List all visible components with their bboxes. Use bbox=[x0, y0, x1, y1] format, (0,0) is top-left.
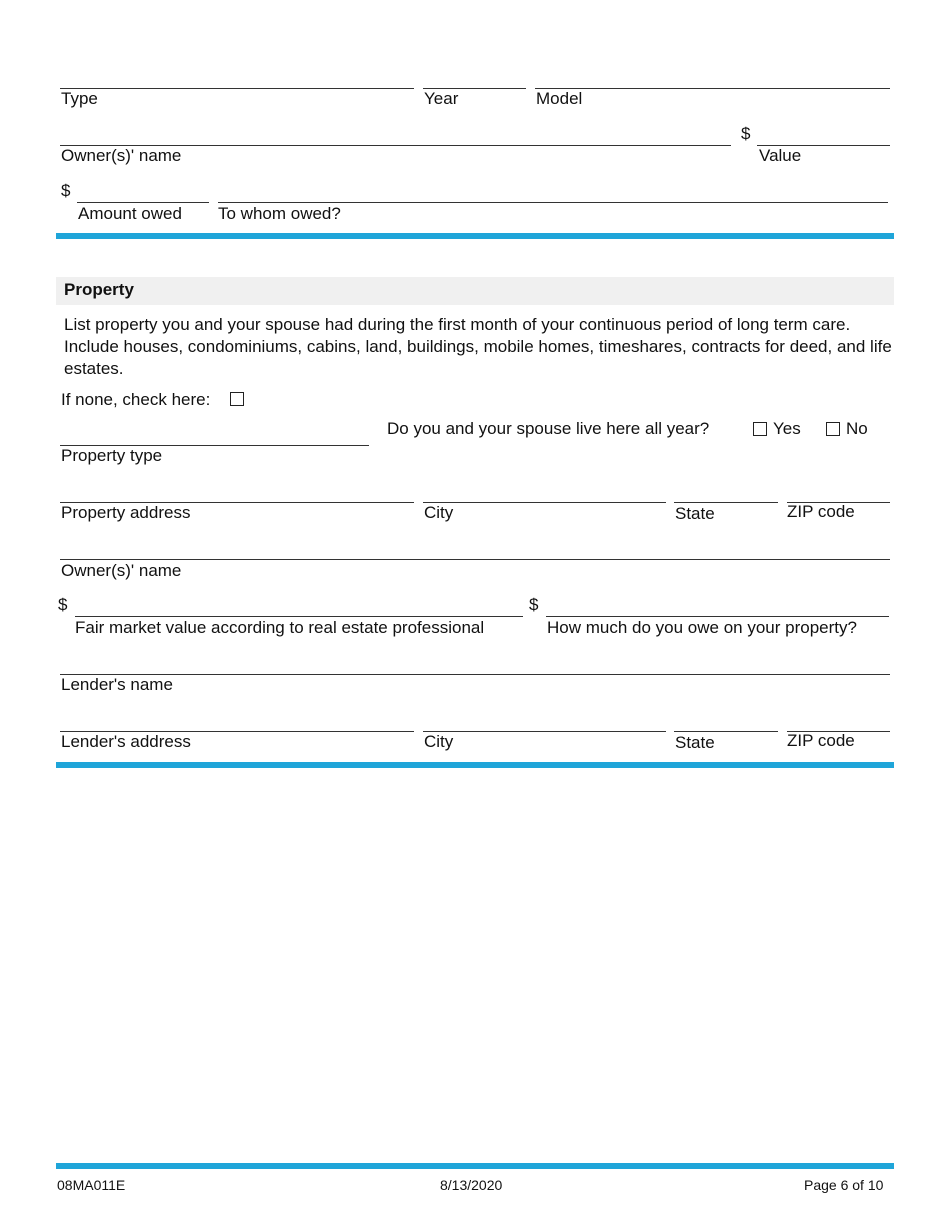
lender-zip-label: ZIP code bbox=[787, 731, 855, 750]
amount-owe-label: How much do you owe on your property? bbox=[547, 618, 857, 637]
value-currency-sign: $ bbox=[741, 124, 751, 143]
property-section-header bbox=[56, 277, 894, 305]
section-divider bbox=[56, 233, 894, 239]
live-here-yes-label: Yes bbox=[773, 419, 801, 438]
section-divider bbox=[56, 762, 894, 768]
none-checkbox[interactable] bbox=[230, 392, 244, 406]
property-address-label: Property address bbox=[61, 503, 191, 522]
property-section-title: Property bbox=[64, 280, 134, 299]
property-owners-field[interactable] bbox=[60, 559, 890, 560]
live-here-question: Do you and your spouse live here all year? bbox=[387, 419, 710, 438]
property-city-field[interactable] bbox=[423, 502, 666, 503]
live-here-no-label: No bbox=[846, 419, 868, 438]
footer-divider bbox=[56, 1163, 894, 1169]
footer-page-number: Page 6 of 10 bbox=[804, 1177, 884, 1193]
lender-state-field[interactable] bbox=[674, 731, 778, 732]
vehicle-owners-label: Owner(s)' name bbox=[61, 146, 182, 165]
live-here-yes-checkbox[interactable] bbox=[753, 422, 767, 436]
amount-owed-label: Amount owed bbox=[78, 204, 182, 223]
model-field[interactable] bbox=[535, 88, 890, 89]
lender-city-label: City bbox=[424, 732, 454, 751]
owe-currency-sign: $ bbox=[529, 595, 539, 614]
property-instructions: List property you and your spouse had during the first month of your continuous period of long term care. Include houses, condominiums, cabins, land, buildings, mobile homes, timeshares, contracts for deed, and life estates. bbox=[64, 315, 892, 378]
property-owners-label: Owner(s)' name bbox=[61, 561, 182, 580]
none-check-label: If none, check here: bbox=[61, 390, 211, 409]
fair-market-value-field[interactable] bbox=[75, 616, 523, 617]
value-label: Value bbox=[759, 146, 802, 165]
amount-owed-field[interactable] bbox=[77, 202, 209, 203]
type-label: Type bbox=[61, 89, 98, 108]
property-city-label: City bbox=[424, 503, 454, 522]
year-label: Year bbox=[424, 89, 459, 108]
property-state-label: State bbox=[675, 504, 715, 523]
amount-owe-field[interactable] bbox=[546, 616, 889, 617]
live-here-no-checkbox[interactable] bbox=[826, 422, 840, 436]
lender-address-label: Lender's address bbox=[61, 732, 191, 751]
lender-name-field[interactable] bbox=[60, 674, 890, 675]
footer-form-id: 08MA011E bbox=[57, 1177, 126, 1193]
type-field[interactable] bbox=[60, 88, 414, 89]
to-whom-owed-label: To whom owed? bbox=[218, 204, 341, 223]
to-whom-owed-field[interactable] bbox=[218, 202, 888, 203]
model-label: Model bbox=[536, 89, 583, 108]
lender-city-field[interactable] bbox=[423, 731, 666, 732]
lender-name-label: Lender's name bbox=[61, 675, 173, 694]
property-type-label: Property type bbox=[61, 446, 163, 465]
footer-date: 8/13/2020 bbox=[440, 1177, 503, 1193]
property-zip-label: ZIP code bbox=[787, 502, 855, 521]
property-state-field[interactable] bbox=[674, 502, 778, 503]
fair-market-currency-sign: $ bbox=[58, 595, 68, 614]
fair-market-value-label: Fair market value according to real estate professional bbox=[75, 618, 485, 637]
lender-state-label: State bbox=[675, 733, 715, 752]
amount-owed-currency-sign: $ bbox=[61, 181, 71, 200]
